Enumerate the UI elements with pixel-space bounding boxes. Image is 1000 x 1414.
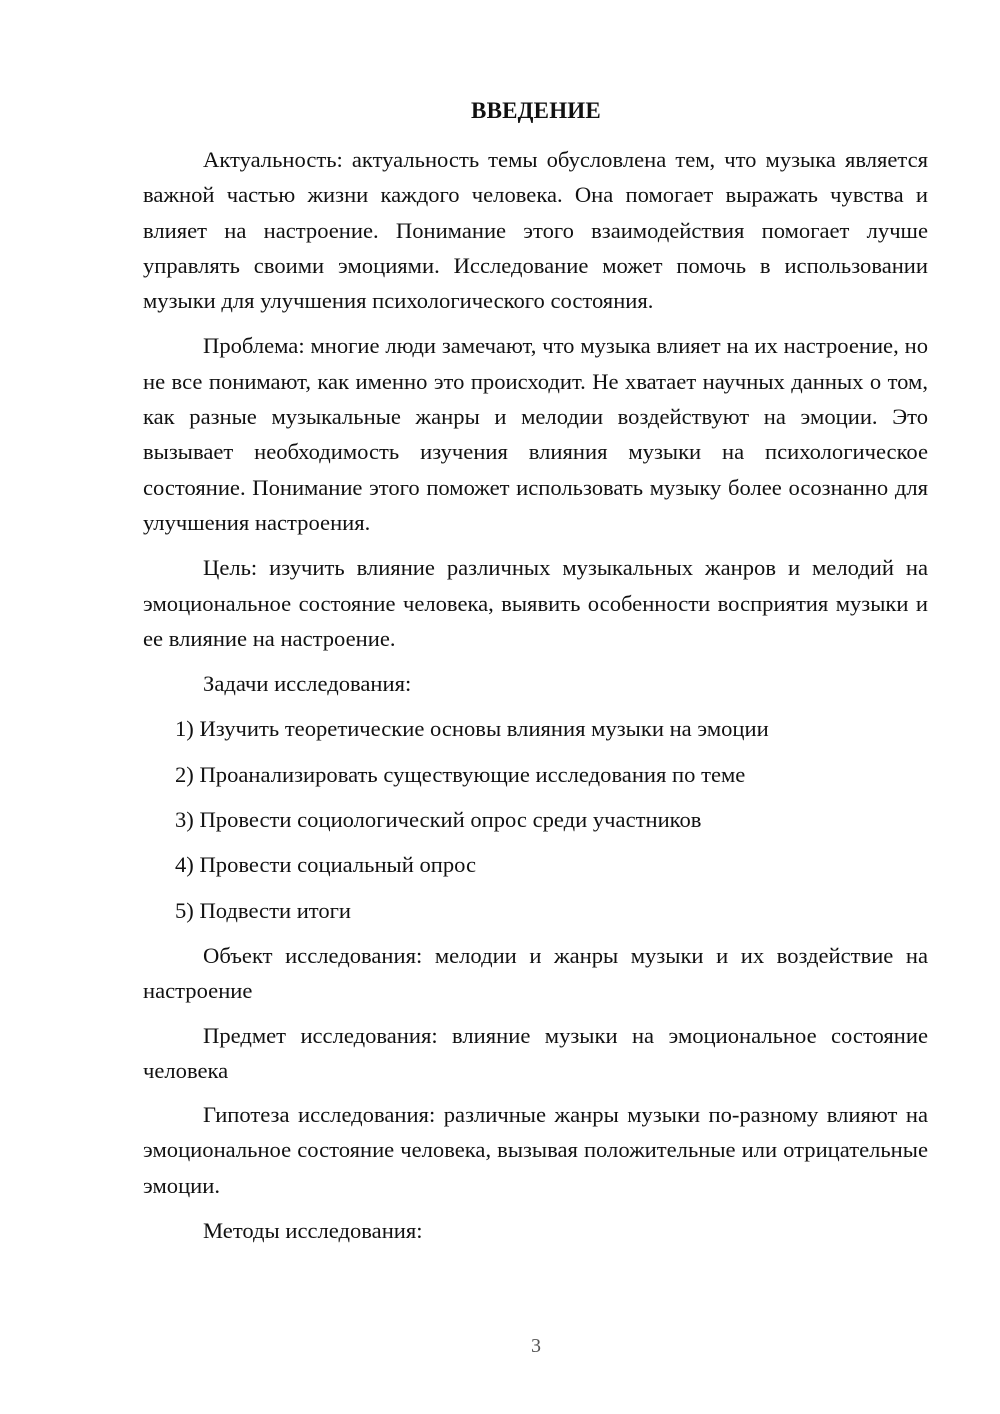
page-title: ВВЕДЕНИЕ	[471, 98, 601, 123]
problem-paragraph: Проблема: многие люди замечают, что музыка влияет на их настроение, но не все понимают, как именно это происходит. Не хватает научных данных о том, как разные музыкальные жанры и мелодии воздействуют на эмоции. Это вызывает необходимость изучения влияния музыки на психологическое состояние. Понимание этого поможет использовать музыку более осознанно для улучшения настроения.	[143, 333, 928, 535]
task-item: 2) Проанализировать существующие исследования по теме	[175, 761, 746, 787]
hypothesis-paragraph: Гипотеза исследования: различные жанры музыки по-разному влияют на эмоциональное состояние человека, вызывая положительные или отрицательные эмоции.	[143, 1102, 928, 1198]
methods-paragraph: Методы исследования:	[203, 1218, 423, 1244]
goal-paragraph: Цель: изучить влияние различных музыкальных жанров и мелодий на эмоциональное состояние человека, выявить особенности восприятия музыки и ее влияние на настроение.	[143, 555, 928, 651]
page-number: 3	[531, 1335, 541, 1357]
task-item: 3) Провести социологический опрос среди участников	[175, 807, 702, 833]
object-paragraph: Объект исследования: мелодии и жанры музыки и их воздействие на настроение	[143, 942, 928, 1004]
document-body	[143, 142, 928, 1258]
relevance-paragraph: Актуальность: актуальность темы обусловлена тем, что музыка является важной частью жизни каждого человека. Она помогает выражать чувства и влияет на настроение. Понимание этого взаимодействия помогает лучше управлять своими эмоциями. Исследование может помочь в использовании музыки для улучшения психологического состояния.	[143, 147, 928, 314]
task-item: 1) Изучить теоретические основы влияния музыки на эмоции	[175, 716, 769, 742]
task-item: 4) Провести социальный опрос	[175, 852, 477, 878]
tasks-title: Задачи исследования:	[203, 671, 412, 697]
task-item: 5) Подвести итоги	[175, 897, 352, 923]
subject-paragraph: Предмет исследования: влияние музыки на эмоциональное состояние человека	[143, 1022, 928, 1083]
